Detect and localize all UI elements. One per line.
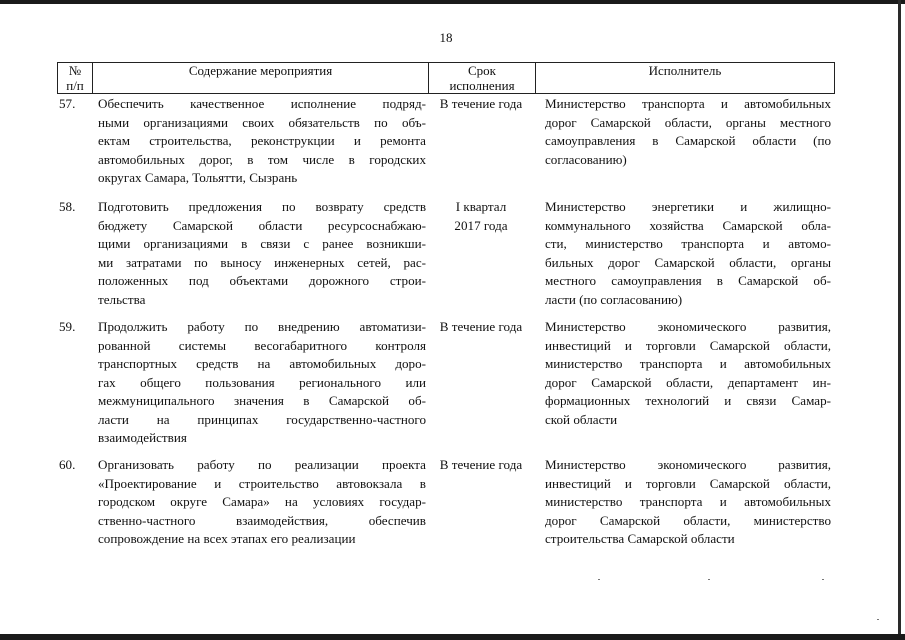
row-number: 58. bbox=[59, 199, 76, 214]
scan-speck bbox=[708, 579, 710, 580]
row-content: Продолжить работу по внедрению автоматизи- рованной системы весогабаритного контроля транспортных средств на автомобильных доро- гах общего пользования регионального или межмуниципального значения в Самарской об- ласти на принципах государственно-частного взаимодействия bbox=[98, 319, 426, 445]
scan-border-right bbox=[898, 0, 901, 640]
scan-speck bbox=[877, 619, 879, 620]
table-header bbox=[57, 62, 835, 94]
row-term: В течение года bbox=[439, 319, 523, 334]
header-content: Содержание мероприятия bbox=[188, 63, 333, 78]
page-number: 18 bbox=[439, 30, 453, 45]
header-term: Срок исполнения bbox=[449, 63, 515, 93]
scan-border-top bbox=[0, 0, 905, 4]
row-executor: Министерство экономического развития, инвестиций и торговли Самарской области, министерство транспорта и автомобильных дорог Самарской области, департамент ин- формационных технологий и связи Самар- ской области bbox=[545, 319, 831, 427]
row-number: 59. bbox=[59, 319, 76, 334]
row-executor: Министерство экономического развития, инвестиций и торговли Самарской области, министерство транспорта и автомобильных дорог Самарской области, министерство строительства Самарской области bbox=[545, 457, 831, 546]
row-content: Организовать работу по реализации проекта «Проектирование и строительство автовокзала в городском округе Самара» на условиях государ- ственно-частного взаимодействия, обеспечив сопровождение на всех этапах его реализации bbox=[98, 457, 426, 546]
row-term: В течение года bbox=[439, 457, 523, 472]
row-number: 60. bbox=[59, 457, 76, 472]
row-content: Подготовить предложения по возврату средств бюджету Самарской области ресурсоснабжаю- щими организациями в связи с ранее возникши- ми затратами по выносу инженерных сетей, рас- положенных под объектами дорожного строи- тельства bbox=[98, 199, 426, 307]
row-executor: Министерство транспорта и автомобильных дорог Самарской области, органы местного самоуправления в Самарской области (по согласованию) bbox=[545, 96, 831, 167]
row-term: I квартал 2017 года bbox=[454, 199, 508, 233]
scan-border-bottom bbox=[0, 634, 905, 640]
row-executor: Министерство энергетики и жилищно- коммунального хозяйства Самарской обла- сти, министерство транспорта и автомо- бильных дорог Самарской области, органы местного самоуправления в Самарской об- ласти (по согласованию) bbox=[545, 199, 831, 307]
row-content: Обеспечить качественное исполнение подряд- ными организациями своих обязательств по объ- ектам строительства, реконструкции и ремонта автомобильных дорог, в том числе в городских округах Самара, Тольятти, Сызрань bbox=[98, 96, 426, 185]
row-number: 57. bbox=[59, 96, 76, 111]
row-term: В течение года bbox=[439, 96, 523, 111]
header-number: № п/п bbox=[66, 63, 84, 93]
header-executor: Исполнитель bbox=[648, 63, 722, 78]
scan-speck bbox=[598, 579, 600, 580]
scan-speck bbox=[822, 579, 824, 580]
